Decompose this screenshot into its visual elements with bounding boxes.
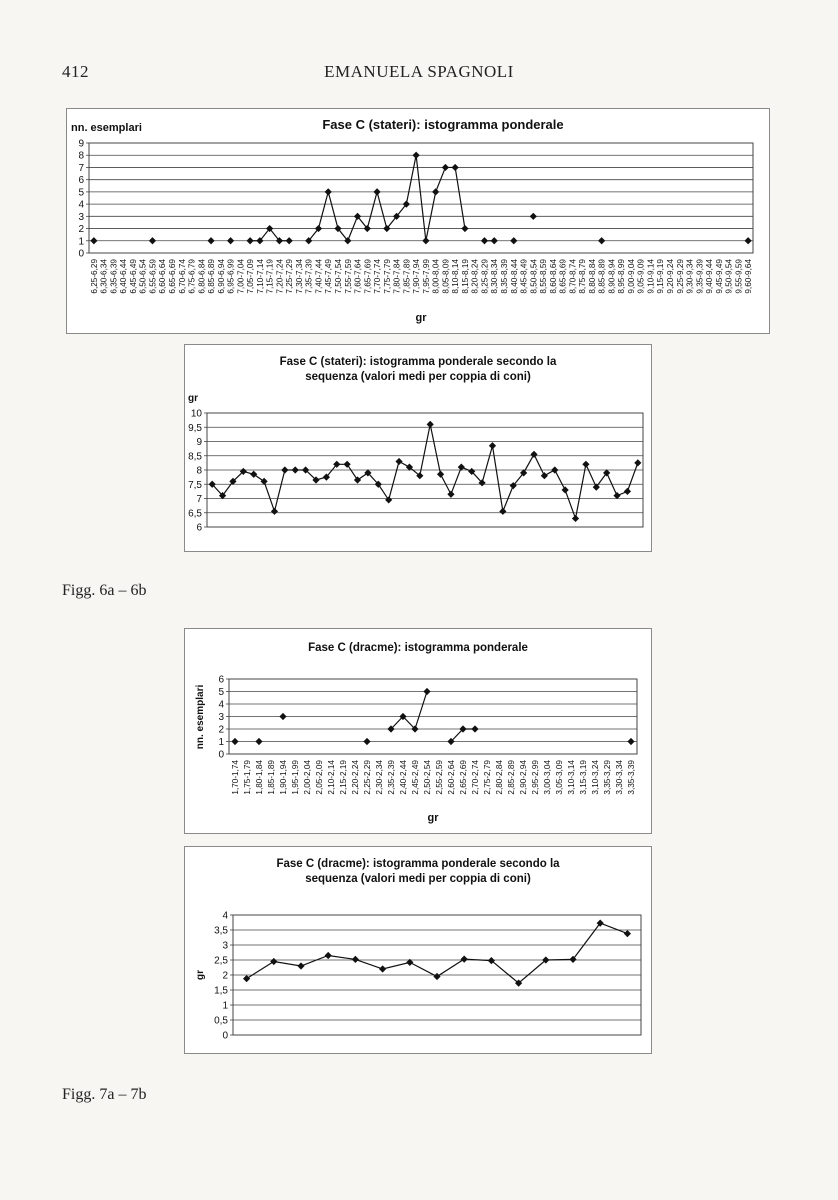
x-tick-label: 9,60-9,64 bbox=[744, 259, 754, 294]
x-tick-label: 7,50-7,54 bbox=[334, 259, 343, 294]
x-tick-label: 8,70-8,74 bbox=[568, 258, 578, 294]
x-tick-label: 3,30-3,34 bbox=[615, 760, 624, 795]
x-tick-label: 7,75-7,79 bbox=[382, 259, 392, 294]
x-tick-label: 2,75-2,79 bbox=[483, 760, 492, 795]
x-tick-label: 1,95-1,99 bbox=[291, 760, 300, 795]
x-tick-label: 8,45-8,49 bbox=[519, 259, 529, 294]
y-tick-label: 0 bbox=[78, 248, 84, 260]
x-tick-label: 6,75-6,79 bbox=[187, 259, 197, 294]
y-tick-label: 9,5 bbox=[188, 422, 202, 434]
x-tick-label: 9,20-9,24 bbox=[666, 259, 675, 294]
x-tick-label: 1,90-1,94 bbox=[279, 760, 288, 795]
x-tick-label: 2,65-2,69 bbox=[459, 760, 468, 795]
y-tick-label: 4 bbox=[222, 910, 228, 922]
y-tick-label: 6,5 bbox=[188, 508, 202, 520]
x-tick-label: 9,10-9,14 bbox=[646, 259, 656, 294]
chart-title-line: Fase C (dracme): istogramma ponderale secondo la bbox=[276, 858, 560, 870]
y-tick-label: 8 bbox=[196, 465, 202, 477]
y-tick-label: 2,5 bbox=[214, 955, 228, 967]
x-tick-label: 2,95-2,99 bbox=[531, 760, 540, 795]
figure-caption-6: Figg. 6a – 6b bbox=[62, 582, 147, 599]
x-tick-label: 7,25-7,29 bbox=[285, 259, 295, 294]
y-tick-label: 9 bbox=[78, 138, 84, 150]
x-tick-label: 9,15-9,19 bbox=[656, 259, 666, 294]
x-tick-label: 8,65-8,69 bbox=[558, 259, 568, 294]
x-tick-label: 2,05-2,09 bbox=[315, 760, 324, 795]
x-tick-label: 6,80-6,84 bbox=[197, 259, 207, 294]
running-head: EMANUELA SPAGNOLI bbox=[324, 62, 514, 81]
x-tick-label: 2,80-2,84 bbox=[495, 760, 504, 795]
figure-caption-7: Figg. 7a – 7b bbox=[62, 1086, 147, 1103]
x-tick-label: 7,55-7,59 bbox=[343, 259, 353, 294]
x-tick-label: 2,10-2,14 bbox=[327, 760, 336, 795]
y-tick-label: 3,5 bbox=[214, 925, 228, 937]
chart-stateri-sequence bbox=[184, 344, 652, 552]
y-tick-label: 2 bbox=[78, 224, 84, 236]
x-tick-label: 6,35-6,39 bbox=[109, 259, 119, 294]
chart-stateri-histogram bbox=[66, 108, 770, 334]
chart-title-line: sequenza (valori medi per coppia di coni) bbox=[305, 371, 531, 383]
x-tick-label: 7,70-7,74 bbox=[373, 259, 383, 294]
y-tick-label: 7 bbox=[196, 494, 202, 505]
x-tick-label: 2,60-2,64 bbox=[447, 760, 456, 795]
x-tick-label: 7,15-7,19 bbox=[265, 259, 275, 294]
x-tick-label: 3,15-3,19 bbox=[579, 760, 588, 795]
x-tick-label: 2,85-2,89 bbox=[507, 760, 516, 795]
chart-dracme-sequence bbox=[184, 846, 652, 1054]
x-tick-label: 8,35-8,39 bbox=[500, 259, 509, 294]
x-tick-label: 8,20-8,24 bbox=[470, 259, 480, 294]
x-tick-label: 8,75-8,79 bbox=[578, 259, 588, 294]
chart-stateri-histogram-svg bbox=[67, 109, 769, 333]
x-tick-label: 2,40-2,44 bbox=[399, 760, 408, 795]
x-tick-label: 9,45-9,49 bbox=[714, 259, 724, 294]
y-tick-label: 4 bbox=[78, 199, 84, 211]
x-tick-label: 1,75-1,79 bbox=[243, 760, 252, 795]
x-tick-label: 1,70-1,74 bbox=[231, 760, 240, 795]
x-tick-label: 6,60-6,64 bbox=[158, 259, 168, 294]
y-tick-label: 7,5 bbox=[188, 479, 202, 491]
chart-title: Fase C (dracme): istogramma ponderale bbox=[308, 642, 528, 654]
x-tick-label: 8,95-8,99 bbox=[617, 259, 627, 294]
page-number: 412 bbox=[62, 62, 89, 81]
x-tick-label: 6,95-6,99 bbox=[226, 259, 236, 294]
y-tick-label: 8 bbox=[78, 150, 84, 162]
x-tick-label: 7,40-7,44 bbox=[314, 259, 324, 294]
y-tick-label: 3 bbox=[218, 712, 224, 723]
x-tick-label: 8,30-8,34 bbox=[490, 259, 500, 294]
x-tick-label: 6,55-6,59 bbox=[148, 259, 158, 294]
x-tick-label: 7,00-7,04 bbox=[236, 259, 246, 294]
x-tick-label: 7,60-7,64 bbox=[353, 259, 363, 294]
x-tick-label: 2,20-2,24 bbox=[351, 760, 360, 795]
x-tick-label: 7,05-7,09 bbox=[246, 259, 256, 294]
y-tick-label: 0,5 bbox=[214, 1015, 228, 1027]
chart-title-line: Fase C (stateri): istogramma ponderale secondo la bbox=[279, 356, 557, 368]
x-tick-label: 8,15-8,19 bbox=[460, 259, 470, 294]
x-tick-label: 2,00-2,04 bbox=[303, 760, 312, 795]
chart-dracme-sequence-svg bbox=[185, 847, 651, 1053]
y-axis-label: gr bbox=[195, 970, 206, 980]
x-tick-label: 3,05-3,09 bbox=[555, 760, 564, 795]
x-tick-label: 7,95-7,99 bbox=[421, 259, 431, 294]
y-tick-label: 8,5 bbox=[188, 451, 202, 463]
y-tick-label: 1 bbox=[222, 1000, 228, 1012]
x-tick-label: 6,65-6,69 bbox=[168, 259, 177, 294]
x-tick-label: 7,30-7,34 bbox=[294, 259, 304, 294]
x-tick-label: 6,25-6,29 bbox=[89, 259, 99, 294]
y-tick-label: 6 bbox=[196, 522, 202, 534]
y-tick-label: 6 bbox=[78, 175, 84, 187]
x-tick-label: 9,40-9,44 bbox=[705, 259, 715, 294]
x-tick-label: 9,25-9,29 bbox=[675, 259, 685, 294]
x-tick-label: 2,55-2,59 bbox=[435, 760, 444, 795]
chart-dracme-histogram-svg bbox=[185, 629, 651, 833]
x-tick-label: 8,55-8,59 bbox=[539, 259, 549, 294]
x-tick-label: 8,80-8,84 bbox=[587, 259, 597, 294]
y-tick-label: 0 bbox=[218, 749, 224, 761]
x-tick-label: 3,35-3,29 bbox=[603, 760, 612, 795]
x-tick-label: 3,10-3,14 bbox=[567, 760, 576, 795]
y-tick-label: 3 bbox=[222, 940, 228, 952]
x-tick-label: 9,00-9,04 bbox=[626, 259, 636, 294]
x-tick-label: 8,25-8,29 bbox=[480, 259, 490, 294]
x-tick-label: 8,90-8,94 bbox=[607, 259, 617, 294]
chart-stateri-sequence-svg bbox=[185, 345, 651, 551]
x-tick-label: 2,25-2,29 bbox=[363, 760, 372, 795]
y-axis-label: gr bbox=[188, 393, 198, 404]
x-tick-label: 7,85-7,89 bbox=[402, 259, 412, 294]
x-axis-label: gr bbox=[427, 812, 439, 824]
x-tick-label: 1,80-1,84 bbox=[255, 760, 264, 795]
x-tick-label: 2,35-2,39 bbox=[387, 760, 396, 795]
x-tick-label: 6,40-6,44 bbox=[119, 259, 129, 294]
x-tick-label: 6,90-6,94 bbox=[216, 259, 226, 294]
x-tick-label: 9,35-9,39 bbox=[695, 259, 705, 294]
x-tick-label: 8,05-8,09 bbox=[441, 259, 451, 294]
x-tick-label: 6,85-6,89 bbox=[207, 259, 217, 294]
x-tick-label: 8,50-8,54 bbox=[529, 259, 539, 294]
y-tick-label: 4 bbox=[218, 699, 224, 711]
chart-dracme-histogram bbox=[184, 628, 652, 834]
x-tick-label: 2,70-2,74 bbox=[471, 760, 480, 795]
x-tick-label: 7,10-7,14 bbox=[255, 259, 265, 294]
x-tick-label: 9,30-9,34 bbox=[685, 259, 695, 294]
x-tick-label: 6,50-6,54 bbox=[138, 259, 148, 294]
y-tick-label: 3 bbox=[78, 211, 84, 223]
y-tick-label: 2 bbox=[222, 970, 228, 982]
y-tick-label: 7 bbox=[78, 162, 84, 174]
x-tick-label: 3,00-3,04 bbox=[543, 760, 552, 795]
y-tick-label: 1 bbox=[78, 236, 84, 248]
x-tick-label: 8,85-8,89 bbox=[597, 259, 607, 294]
x-tick-label: 9,05-9,09 bbox=[636, 259, 646, 294]
x-tick-label: 2,90-2,94 bbox=[519, 760, 528, 795]
x-tick-label: 2,45-2,49 bbox=[411, 760, 420, 795]
x-tick-label: 9,55-9,59 bbox=[734, 259, 744, 294]
x-tick-label: 8,00-8,04 bbox=[431, 259, 441, 294]
x-tick-label: 7,80-7,84 bbox=[392, 259, 402, 294]
y-tick-label: 6 bbox=[218, 674, 224, 686]
x-tick-label: 2,30-2,34 bbox=[375, 760, 384, 795]
chart-title: Fase C (stateri): istogramma ponderale bbox=[322, 117, 564, 132]
x-tick-label: 8,60-8,64 bbox=[548, 258, 558, 294]
x-tick-label: 3,10-3,24 bbox=[591, 760, 600, 795]
y-axis-label: nn. esemplari bbox=[71, 122, 142, 134]
x-tick-label: 6,30-6,34 bbox=[99, 259, 109, 294]
x-tick-label: 6,70-6,74 bbox=[177, 259, 187, 294]
x-tick-label: 7,45-7,49 bbox=[324, 259, 334, 294]
x-axis-label: gr bbox=[415, 312, 427, 324]
x-tick-label: 7,20-7,24 bbox=[275, 259, 285, 294]
x-tick-label: 7,35-7,39 bbox=[304, 259, 314, 294]
y-tick-label: 2 bbox=[218, 724, 224, 736]
y-tick-label: 10 bbox=[190, 408, 202, 420]
x-tick-label: 2,15-2,19 bbox=[339, 760, 348, 795]
y-axis-label: nn. esemplari bbox=[195, 684, 206, 750]
y-tick-label: 5 bbox=[218, 687, 224, 698]
y-tick-label: 1 bbox=[218, 737, 224, 748]
chart-title-line: sequenza (valori medi per coppia di coni) bbox=[305, 873, 531, 885]
x-tick-label: 8,10-8,14 bbox=[451, 259, 461, 294]
x-tick-label: 9,50-9,54 bbox=[724, 259, 734, 294]
y-tick-label: 0 bbox=[222, 1030, 228, 1042]
y-tick-label: 5 bbox=[78, 187, 84, 199]
y-tick-label: 9 bbox=[196, 437, 202, 448]
x-tick-label: 6,45-6,49 bbox=[128, 259, 138, 294]
x-tick-label: 2,50-2,54 bbox=[423, 760, 432, 795]
y-tick-label: 1,5 bbox=[214, 985, 228, 997]
x-tick-label: 3,35-3,39 bbox=[627, 760, 636, 795]
x-tick-label: 7,90-7,94 bbox=[412, 259, 422, 294]
x-tick-label: 1,85-1,89 bbox=[267, 760, 276, 795]
x-tick-label: 8,40-8,44 bbox=[509, 259, 519, 294]
x-tick-label: 7,65-7,69 bbox=[363, 259, 373, 294]
